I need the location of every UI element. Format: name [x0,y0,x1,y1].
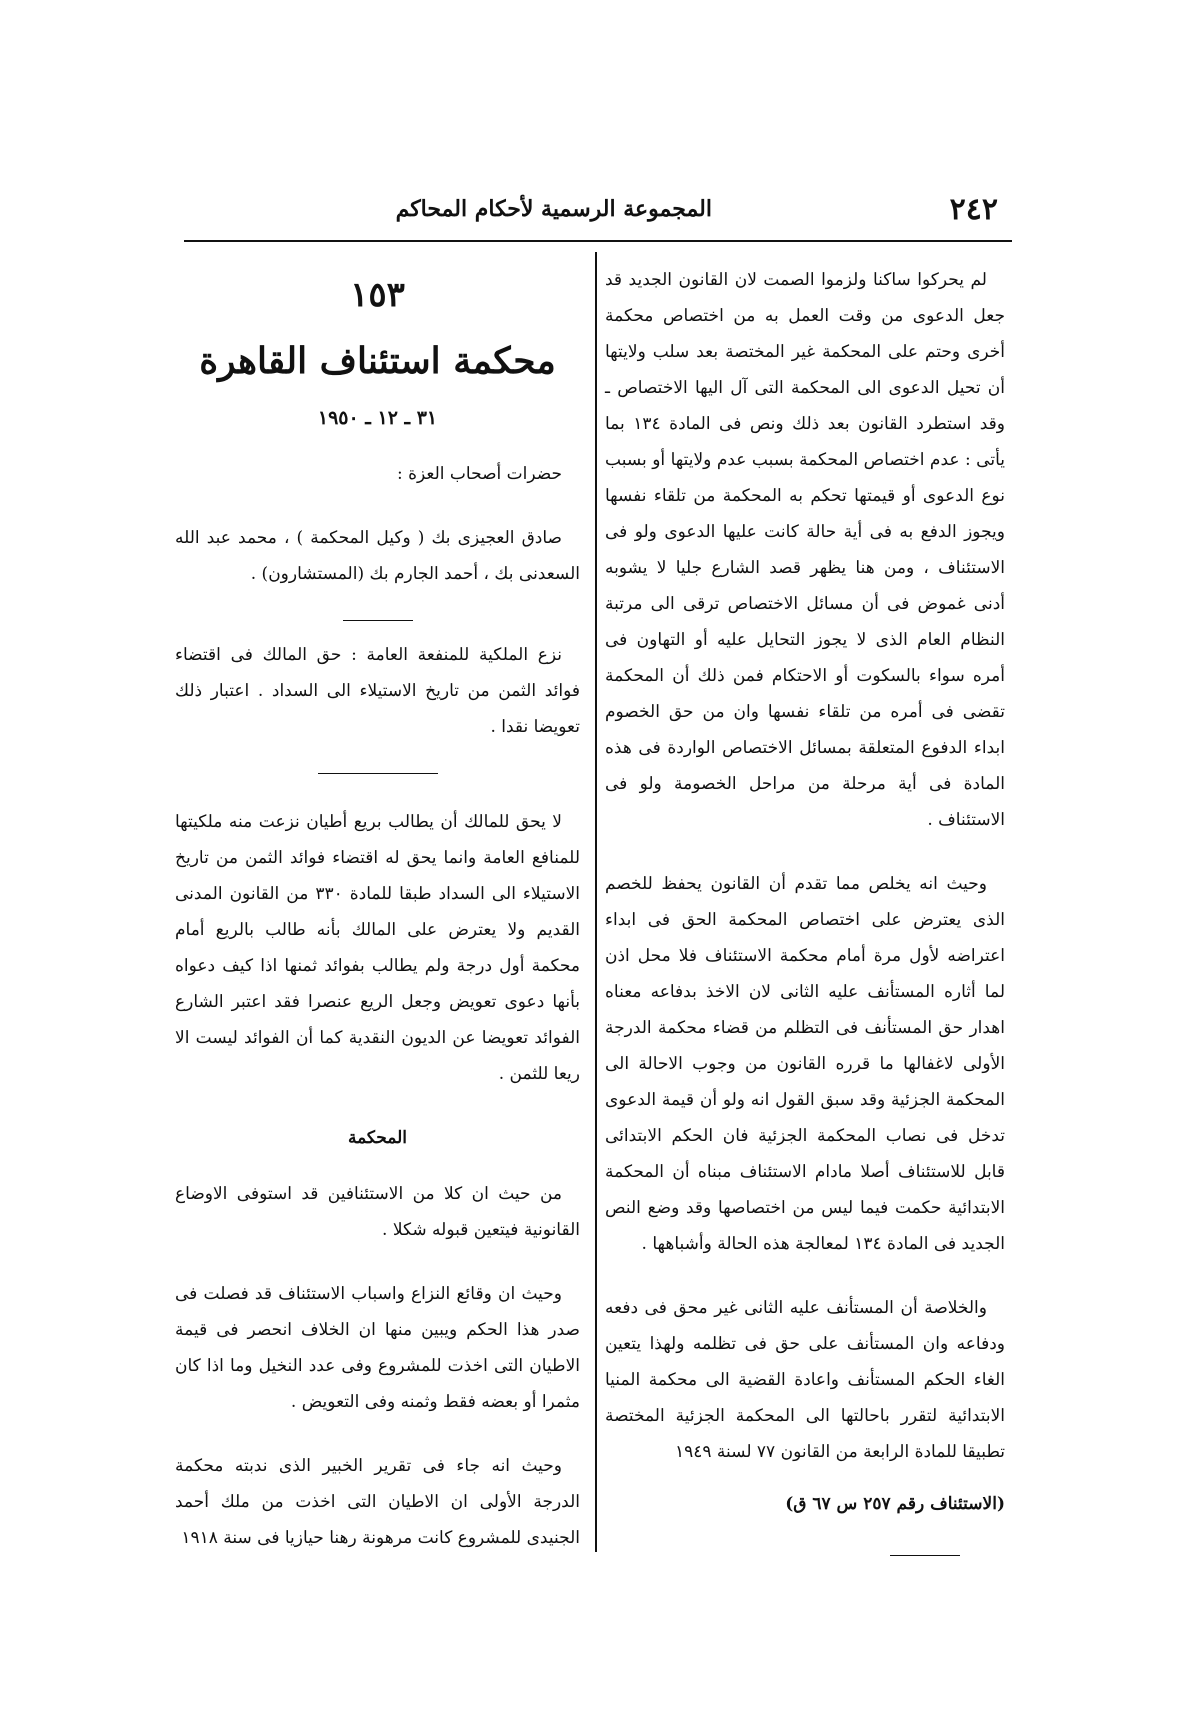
body-paragraph: لم يحركوا ساكنا ولزموا الصمت لان القانون الجديد قد جعل الدعوى من وقت العمل به من اختصاص محكمة أخرى وحتم على المحكمة غير المختصة بعد سلب ولايتها أن تحيل الدعوى الى المحكمة التى آل اليها الاختصاص ـ وقد استطرد القانون بعد ذلك ونص فى المادة ١٣٤ بما يأتى : عدم اختصاص المحكمة بسبب عدم ولايتها أو بسبب نوع الدعوى أو قيمتها تحكم به المحكمة من تلقاء نفسها ويجوز الدفع به فى أية حالة كانت عليها الدعوى ولو فى الاستئناف ، ومن هنا يظهر قصد الشارع جليا لا يشوبه أدنى غموض فى أن مسائل الاختصاص ترقى الى مرتبة النظام العام الذى لا يجوز التحايل عليه أو التهاون فى أمره سواء بالسكوت أو الاحتكام فمن ذلك أن المحكمة تقضى فى أمره من تلقاء نفسها وان من حق الخصوم ابداء الدفوع المتعلقة بمسائل الاختصاص الواردة فى هذه المادة فى أية مرحلة من مراحل الخصومة ولو فى الاستئناف . [605,270,1005,830]
judgment-date: ٣١ ـ ١٢ ـ ١٩٥٠ [317,407,438,429]
court-heading: المحكمة [347,1128,408,1148]
case-number: ١٥٣ [350,275,405,315]
right-column [605,262,1005,1550]
body-paragraph: وحيث انه جاء فى تقرير الخبير الذى ندبته محكمة الدرجة الأولى ان الاطيان التى اخذت من ملك أحمد الجنيدى للمشروع كانت مرهونة رهنا حيازيا فى سنة ١٩١٨ [175,1456,580,1548]
case-summary: نزع الملكية للمنفعة العامة : حق المالك فى اقتضاء فوائد الثمن من تاريخ الاستيلاء الى السداد . اعتبار ذلك تعويضا نقدا . [175,645,580,737]
legal-principle: لا يحق للمالك أن يطالب بريع أطيان نزعت منه ملكيتها للمنافع العامة وانما يحق له اقتضاء فوائد الثمن من تاريخ الاستيلاء الى السداد طبقا للمادة ٣٣٠ من القانون المدنى القديم ولا يعترض على المالك بأنه طالب بالريع أمام محكمة أول درجة ولم يطالب بفوائد ثمنها اذا كيف دعواه بأنها دعوى تعويض وجعل الريع عنصرا فقد اعتبر الشارع الفوائد تعويضا عن الديون النقدية كما أن الفوائد ليست الا ريعا للثمن . [175,812,580,1084]
left-column [175,262,580,1584]
header-rule [184,240,1012,242]
body-paragraph: من حيث ان كلا من الاستئنافين قد استوفى الاوضاع القانونية فيتعين قبوله شكلا . [175,1184,580,1240]
column-divider [595,252,597,1552]
court-name: محكمة استئناف القاهرة [199,340,556,382]
page-header [184,192,1012,238]
case-citation: (الاستئناف رقم ٢٥٧ س ٦٧ ق) [785,1494,1005,1514]
separator-rule [343,620,413,621]
judges-title: حضرات أصحاب العزة : [396,464,562,484]
end-rule [890,1555,960,1556]
separator-rule [318,773,438,774]
body-paragraph: وحيث انه يخلص مما تقدم أن القانون يحفظ للخصم الذى يعترض على اختصاص المحكمة الحق فى ابداء اعتراضه لأول مرة أمام محكمة الاستئناف فلا محل اذن لما أثاره المستأنف عليه الثانى لان الاخذ بدفاعه معناه اهدار حق المستأنف فى التظلم من قضاء محكمة الدرجة الأولى لاغفالها ما قرره القانون من وجوب الاحالة الى المحكمة الجزئية وقد سبق القول انه ولو أن قيمة الدعوى تدخل فى نصاب المحكمة الجزئية فان الحكم الابتدائى قابل للاستئناف أصلا مادام الاستئناف مبناه أن المحكمة الابتدائية حكمت فيما ليس من اختصاصها وقد وضع النص الجديد فى المادة ١٣٤ لمعالجة هذه الحالة وأشباهها . [605,874,1006,1254]
body-paragraph: وحيث ان وقائع النزاع واسباب الاستئناف قد فصلت فى صدر هذا الحكم ويبين منها ان الخلاف انحصر فى قيمة الاطيان التى اخذت للمشروع وفى عدد النخيل وما اذا كان مثمرا أو بعضه فقط وثمنه وفى التعويض . [175,1284,580,1412]
body-paragraph: والخلاصة أن المستأنف عليه الثانى غير محق فى دفعه ودفاعه وان المستأنف على حق فى تظلمه ولهذا يتعين الغاء الحكم المستأنف واعادة القضية الى محكمة المنيا الابتدائية لتقرر باحالتها الى المحكمة الجزئية المختصة تطبيقا للمادة الرابعة من القانون ٧٧ لسنة ١٩٤٩ [605,1298,1005,1462]
judges-list: صادق العجيزى بك ( وكيل المحكمة ) ، محمد عبد الله السعدنى بك ، أحمد الجارم بك (المستشارون) . [175,528,580,584]
page-number: ٢٤٢ [949,192,998,227]
running-title: المجموعة الرسمية لأحكام المحاكم [395,196,712,222]
